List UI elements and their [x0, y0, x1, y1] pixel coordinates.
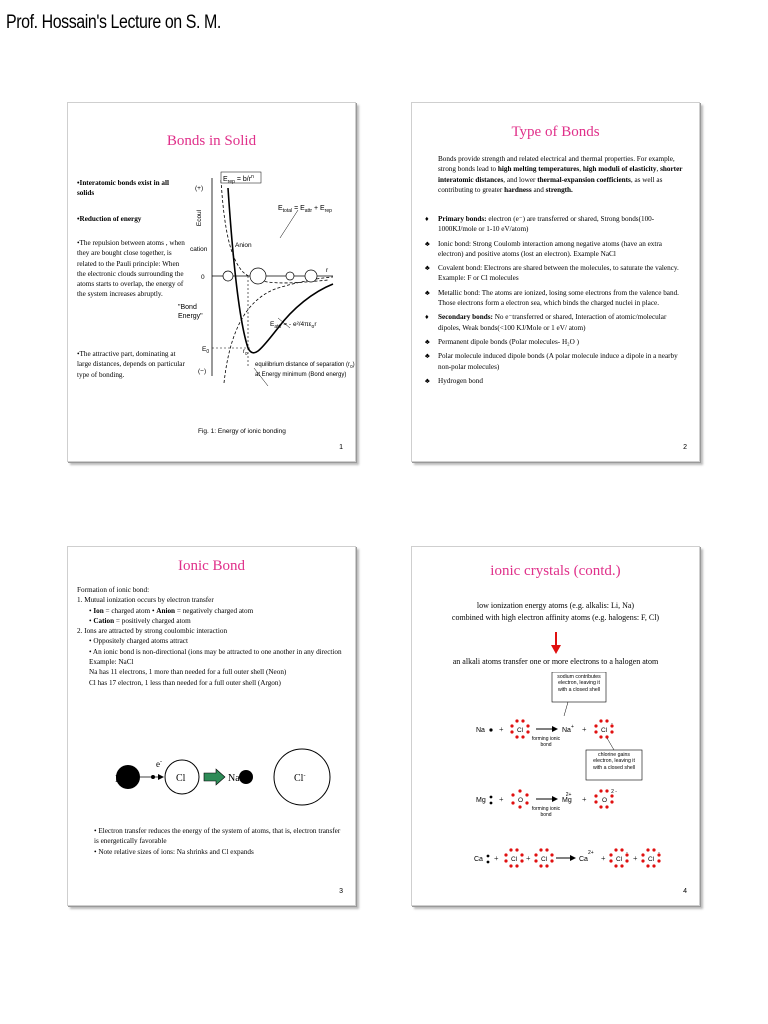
list-item: ♦ Secondary bonds: No e⁻transferred or shared, Interaction of atomic/molecular dipoles, Weak bonds(<100 KJ/Mole or 1 eV/ atom)	[425, 313, 667, 332]
line: Cl has 17 electron, 1 less than needed for a full outer shell (Argon)	[89, 678, 281, 687]
line: low ionization energy atoms (e.g. alkalis: Li, Na)	[476, 601, 635, 610]
zero-label: 0	[201, 274, 205, 281]
ecoul-label: Ecoul	[196, 209, 203, 227]
svg-text:+: +	[582, 725, 587, 734]
svg-text:+: +	[499, 725, 504, 734]
transfer-line: an alkali atoms transfer one or more electrons to a halogen atom	[452, 657, 659, 666]
svg-text:+: +	[582, 795, 587, 804]
slide-bonds-in-solid	[67, 102, 356, 462]
line: • Cation = positively charged atom	[89, 616, 191, 625]
r-axis-label: r	[326, 267, 329, 274]
callout-sodium: sodium contributes electron, leaving it with a closed shell	[557, 674, 601, 693]
line: Example: NaCl	[89, 658, 134, 667]
r3-cl-ion-2: Cl-	[648, 850, 660, 863]
intro-paragraph: Bonds provide strength and related electrical and thermal properties. For example, strong bonds lead to high melting temperatures, high moduli of elasticity, shorter interatomic distances, and lower thermal-expansion coefficients, as well as contributing to greater hardness and strength.	[438, 155, 683, 194]
down-arrow-icon	[550, 632, 562, 656]
note: • Electron transfer reduces the energy of the system of atoms, that is, electron transfer is energetically favorable	[94, 827, 341, 846]
line: • Oppositely charged atoms attract	[89, 637, 188, 646]
eattr-label: $E_{attr}$ = - $e^2/4\pi\varepsilon_or$	[270, 321, 317, 330]
list-item: ♣ Hydrogen bond	[425, 376, 483, 385]
na-label: Na	[115, 774, 127, 785]
line: 1. Mutual ionization occurs by electron transfer	[77, 596, 214, 605]
slide-ionic-bond	[67, 546, 356, 906]
r2-o-ion: $O^{2 -}$	[602, 789, 617, 804]
na-ion-label: Na+	[228, 773, 244, 784]
slide-title: Bonds in Solid	[166, 133, 257, 149]
slide-title: Ionic Bond	[177, 558, 246, 574]
svg-text:+: +	[601, 854, 606, 863]
line: 2. Ions are attracted by strong coulombic interaction	[77, 627, 228, 636]
line: combined with high electron affinity atoms (e.g. halogens: F, Cl)	[451, 613, 660, 622]
page-number: 3	[339, 888, 343, 895]
page-header: Prof. Hossain's Lecture on S. M.	[6, 12, 221, 33]
slide-title: ionic crystals (contd.)	[490, 563, 621, 579]
svg-text:+: +	[499, 795, 504, 804]
list-item: ♦ Primary bonds: electron (e⁻) are transferred or shared, Strong bonds(100-1000KJ/mole or 1-10 eV/atom)	[425, 215, 655, 234]
cl-ion-label: Cl-	[294, 773, 306, 784]
electron-label: e-	[156, 759, 162, 769]
line: • Ion = charged atom • Anion = negatively charged atom	[89, 606, 254, 615]
r1-cl: Cl	[517, 727, 524, 734]
callout-chlorine: chlorine gains electron, leaving it with a closed shell	[592, 752, 636, 771]
bond-type-list	[425, 214, 687, 386]
list-item: ♣ Ionic bond: Strong Coulomb interaction among negative atoms (have an extra electron) and positive atoms (lost an electron). Example NaCl	[425, 239, 662, 258]
r3-cl-1: Cl	[511, 856, 518, 863]
page-number: 2	[683, 444, 687, 451]
bullet-reduction: •Reduction of energy	[77, 215, 142, 223]
r3-ca: Ca	[474, 856, 483, 863]
bond-energy-label-1: "Bond	[178, 304, 197, 311]
ionic-bond-text	[77, 585, 349, 688]
reactions-figure	[472, 672, 692, 892]
plus-label: (+)	[195, 185, 204, 192]
r3-ca-ion: $Ca^{2+}$	[579, 850, 594, 863]
r3-cl-2: Cl	[541, 856, 548, 863]
svg-text:+: +	[526, 854, 531, 863]
slide-type-of-bonds	[411, 102, 700, 462]
bullet-interatomic: •Interatomic bonds exist in all solids	[77, 179, 169, 198]
line: Na has 11 electrons, 1 more than needed for a full outer shell (Neon)	[89, 668, 287, 677]
list-item: ♣ Polar molecule induced dipole bonds (A polar molecule induce a dipole in a nearby non-polar molecules)	[425, 352, 678, 371]
r2-mg-ion: Mg2+	[562, 792, 572, 804]
svg-text:+: +	[494, 854, 499, 863]
cl-label: Cl	[176, 773, 186, 784]
r1-na: Na	[476, 727, 485, 734]
r1-cl-ion: Cl-	[601, 721, 613, 734]
ionic-energy-figure	[168, 168, 355, 438]
forming-ionic-bond-label: forming ionic bond	[531, 806, 561, 818]
line: Formation of ionic bond:	[77, 586, 150, 594]
slide-title: Type of Bonds	[511, 124, 600, 140]
eq-distance-label: equilibrium distance of separation $(r_0)$	[255, 362, 355, 369]
figure-caption: Fig. 1: Energy of ionic bonding	[198, 428, 286, 435]
r2-o: O	[518, 797, 524, 804]
energy-curve-diagram	[168, 168, 355, 438]
note: • Note relative sizes of ions: Na shrinks and Cl expands	[94, 847, 254, 856]
bullet-attractive: •The attractive part, dominating at large distances, depends on particular type of bonding.	[77, 350, 185, 379]
intro-lines	[412, 600, 699, 624]
list-item: ♣ Covalent bond: Electrons are shared between the molecules, to saturate the valency. Example: F or Cl molecules	[425, 264, 679, 283]
r0-label: $r_0$	[243, 349, 248, 356]
etotal-label: $E_{total} = E_{attr} + E_{rep}$	[278, 205, 332, 214]
cation-label: cation	[190, 246, 208, 253]
r3-cl-ion-1: Cl-	[616, 850, 628, 863]
eq-energy-label: at Energy minimum (Bond energy)	[255, 372, 347, 378]
electron-transfer-diagram	[106, 732, 346, 822]
bullet-repulsion: •The repulsion between atoms , when they are bought close together, is related to the Pauli principle: When the electronic clouds surrounding the atoms starts to overlap, the energy of the system increases abruptly.	[77, 239, 185, 299]
anion-label: Anion	[235, 242, 252, 249]
page-number: 4	[683, 888, 687, 895]
r1-na-ion: Na+	[562, 724, 574, 734]
erep-label: $E_{rep} = b/r^n$	[223, 174, 254, 185]
list-item: ♣ Permanent dipole bonds (Polar molecules- H₂O )	[425, 337, 580, 346]
r2-mg: Mg	[476, 797, 486, 804]
bond-energy-label-2: Energy"	[178, 313, 203, 320]
list-item: ♣ Metallic bond: The atoms are ionized, losing some electrons from the valence band. Those electrons form a electron sea, which binds the charged nuclei in place.	[425, 288, 679, 308]
electron-transfer-figure	[106, 732, 346, 822]
forming-ionic-bond-label: forming ionic bond	[531, 736, 561, 748]
page-number: 1	[339, 444, 343, 451]
line: • An ionic bond is non-directional (ions may be attracted to one another in any direction	[89, 647, 342, 656]
e0-label: $E_0$	[202, 346, 210, 355]
minus-label: (−)	[198, 368, 207, 375]
svg-text:+: +	[633, 854, 638, 863]
ionic-bond-notes	[94, 826, 344, 857]
reactions-diagram	[472, 672, 692, 892]
slide-ionic-crystals	[411, 546, 700, 906]
